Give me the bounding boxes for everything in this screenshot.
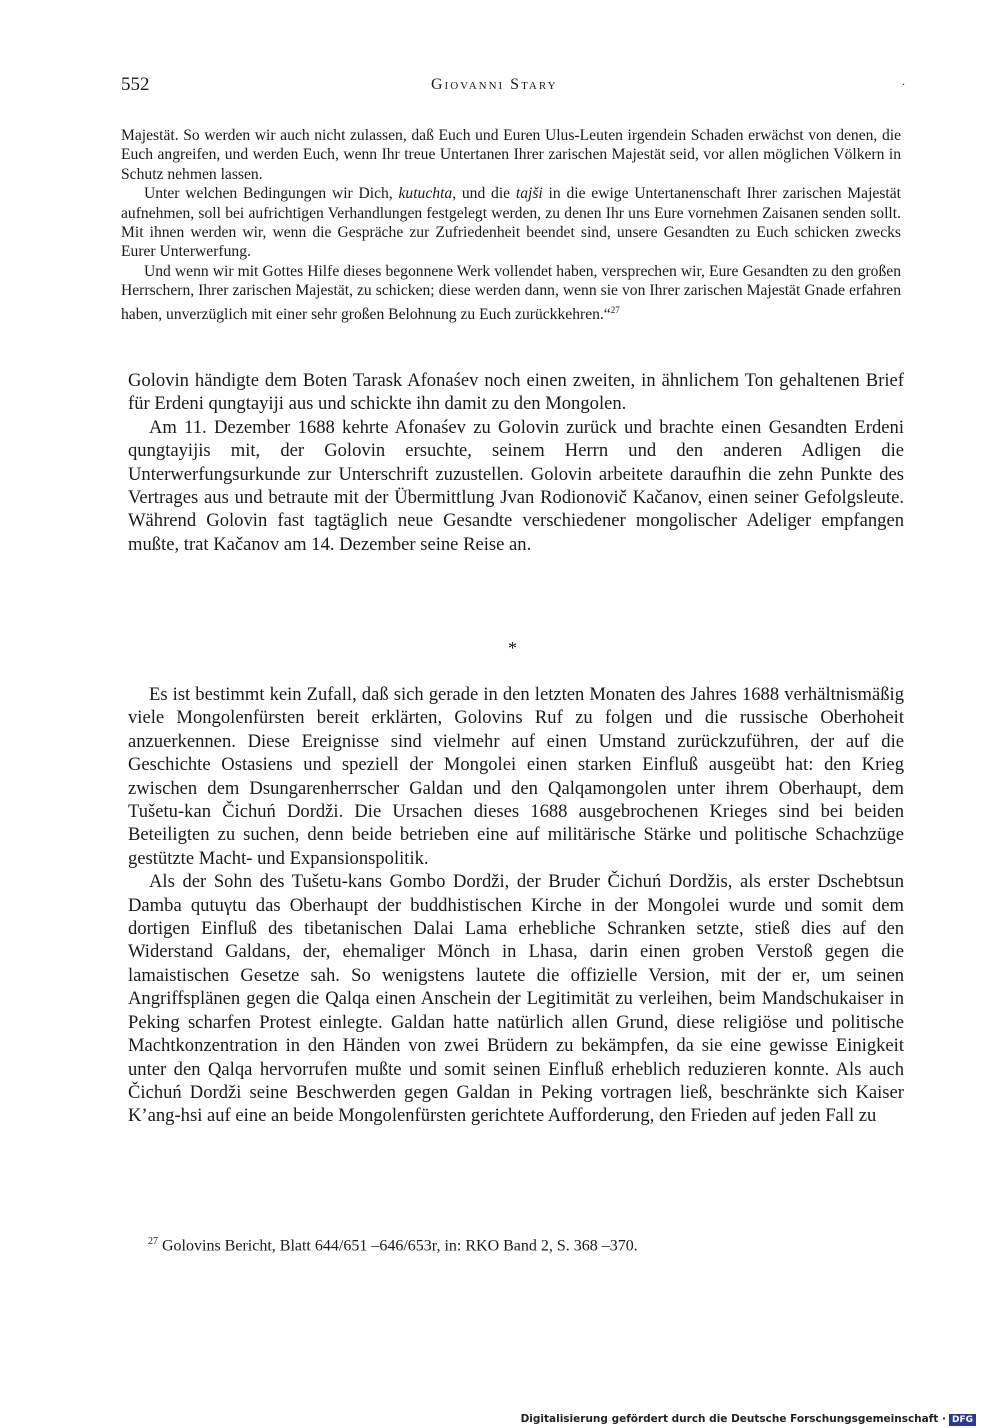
quote-paragraph-3-text: Und wenn wir mit Gottes Hilfe dieses begonnene Werk vollendet haben, versprechen wir, Eure Gesandten zu den großen Herrschern, Ihrer zarischen Majestät, zu schicken; diese werden dann, wenn sie von Ihrer zarischen Majestät Gnade erfahren haben, unverzüglich mit einer sehr großen Belohnung zu Euch zurückkehren.“ bbox=[121, 262, 901, 323]
footnote-number: 27 bbox=[148, 1236, 158, 1247]
body-paragraph-4: Als der Sohn des Tušetu-kans Gombo Dordži, der Bruder Čichuń Dordžis, als erster Dschebtsun Damba qutuγtu das Oberhaupt der buddhistischen Kirche in der Mongolei wurde und somit dem dortigen Einfluß des tibetanischen Dalai Lama erhebliche Schranken setzte, stieß dies auf den Widerstand Galdans, der, ehemaliger Mönch in Lhasa, darin einen groben Verstoß gegen die lamaistischen Gesetze sah. So wenigstens lautete die offizielle Version, mit der er, um seinen Angriffsplänen gegen die Qalqa einen Anschein der Legitimität zu verleihen, beim Mandschukaiser in Peking scharfen Protest einlegte. Galdan hatte natürlich allen Grund, diese religiöse und politische Machtkonzentration in den Händen von zwei Brüdern zu bekämpfen, da sie eine gewisse Einigkeit unter den Qalqa hervorrufen mußte und somit seinen Einfluß erheblich reduzieren konnte. Als auch Čichuń Dordži seine Beschwerden gegen Galdan in Peking vortragen ließ, beschränkte sich Kaiser K’ang-hsi auf eine an beide Mongolenfürsten gerichtete Aufforderung, den Frieden auf jeden Fall zu bbox=[128, 871, 904, 1127]
section-separator: * bbox=[508, 638, 517, 658]
quote-paragraph-2-text: Unter welchen Bedingungen wir Dich, kutuchta, und die tajši in die ewige Untertanenschaft Ihrer zarischen Majestät aufnehmen, soll bei aufrichtigen Verhandlungen festgelegt werden, zu denen Ihr uns Eure vornehmen Zaisanen senden sollt. Mit ihnen werden wir, wenn die Gespräche zur Zufriedenheit beendet sind, unsere Gesandten zu Euch schicken zwecks Eurer Unterwerfung. bbox=[121, 185, 901, 261]
digitization-notice bbox=[521, 1413, 976, 1426]
header-mark: . bbox=[902, 74, 905, 88]
body-paragraph-2: Am 11. Dezember 1688 kehrte Afonaśev zu Golovin zurück und brachte einen Gesandten Erdeni qungtayijis mit, der Golovin ersuchte, seinem Herrn und den anderen Adligen die Unterwerfungsurkunde zur Unterschrift zuzustellen. Golovin arbeitete daraufhin die zehn Punkte des Vertrages aus und betraute mit der Übermittlung Jvan Rodionovič Kačanov, einen seiner Gefolgsleute. Während Golovin fast tagtäglich neue Gesandte verschiedener mongolischer Adeliger empfangen mußte, trat Kačanov am 14. Dezember seine Reise an. bbox=[128, 416, 904, 555]
digitization-text: Digitalisierung gefördert durch die Deutsche Forschungsgemeinschaft · bbox=[520, 1413, 946, 1425]
quote-paragraph-1: Majestät. So werden wir auch nicht zulassen, daß Euch und Euren Ulus-Leuten irgendein Schaden erwächst von denen, die Euch angreifen, und werden Euch, wenn Ihr treue Untertanen Ihrer zarischen Majestät seid, vor allen möglichen Völkern in Schutz nehmen lassen. bbox=[121, 127, 901, 183]
body-paragraph-1: Golovin händigte dem Boten Tarask Afonaśev noch einen zweiten, in ähnlichem Ton gehaltenen Brief für Erdeni qungtayiji aus und schickte ihn damit zu den Mongolen. bbox=[128, 370, 904, 415]
quote-paragraph-2 bbox=[121, 184, 901, 262]
body-paragraph-3: Es ist bestimmt kein Zufall, daß sich gerade in den letzten Monaten des Jahres 1688 verhältnismäßig viele Mongolenfürsten bereit erklärten, Golovins Ruf zu folgen und die russische Oberhoheit anzuerkennen. Diese Ereignisse sind vielmehr auf einen Umstand zurückzuführen, der auf die Geschichte Ostasiens und speziell der Mongolei einen starken Einfluß ausgeübt hat: den Krieg zwischen dem Dsungarenherrscher Galdan und den Qalqamongolen unter ihrem Oberhaupt, dem Tušetu-kan Čichuń Dordži. Die Ursachen dieses 1688 ausgebrochenen Krieges sind bei beiden Beteiligten zu suchen, denn beide betrieben eine auf militärische Stärke und politische Schachzüge gestützte Macht- und Expansionspolitik. bbox=[128, 684, 904, 869]
running-head: Giovanni Stary bbox=[431, 76, 558, 93]
body-section-2 bbox=[128, 683, 904, 1128]
footnote-text: Golovins Bericht, Blatt 644/651 –646/653r, in: RKO Band 2, S. 368 –370. bbox=[162, 1237, 638, 1255]
footnote-reference: 27 bbox=[610, 304, 620, 315]
page-number: 552 bbox=[121, 74, 150, 95]
letter-quotation bbox=[121, 126, 901, 324]
quote-paragraph-3 bbox=[121, 262, 901, 324]
footnote bbox=[148, 1236, 638, 1255]
body-section-1 bbox=[128, 369, 904, 556]
page-header bbox=[121, 74, 911, 104]
dfg-logo-icon: DFG bbox=[949, 1414, 976, 1426]
